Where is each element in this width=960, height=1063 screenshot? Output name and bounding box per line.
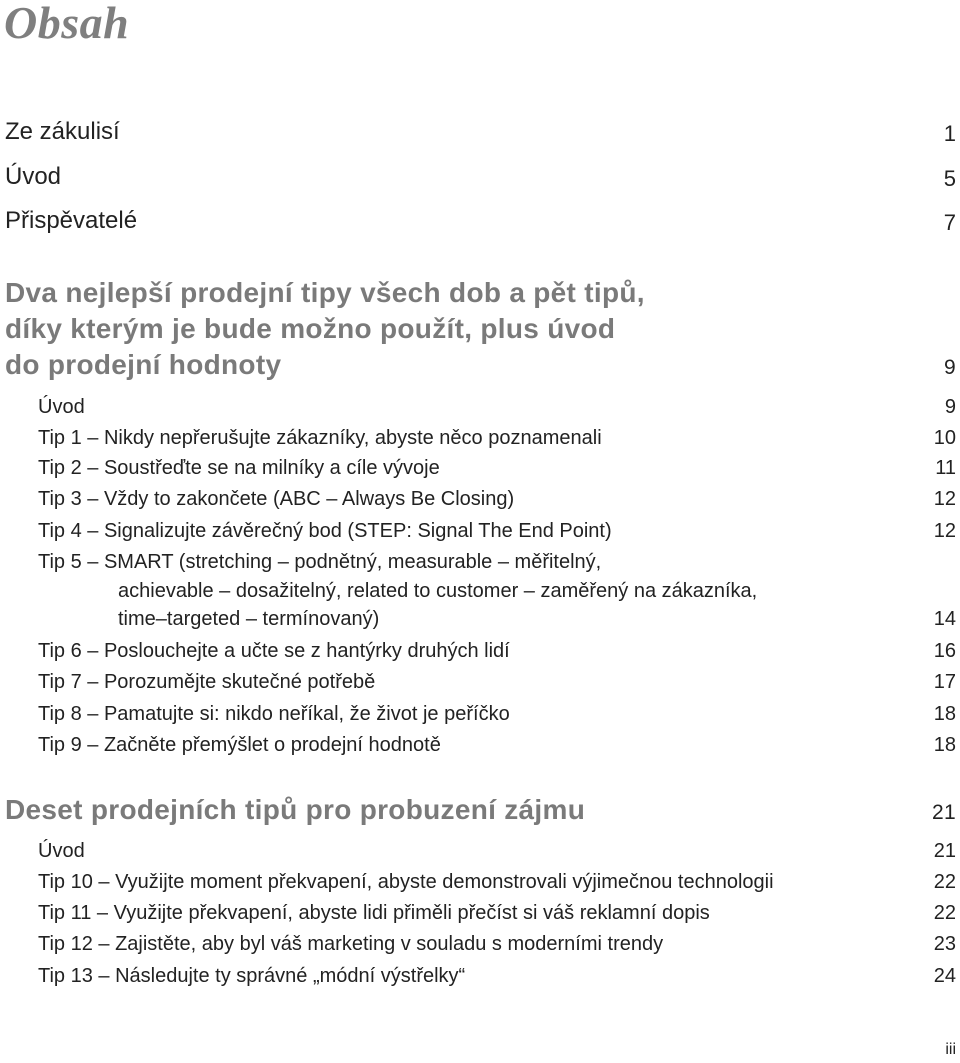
toc-page-number: 14 [933,608,956,630]
toc-entry-title: Tip 9 – Začněte přemýšlet o prodejní hodnotě [38,734,441,756]
toc-entry-title: Úvod [38,840,85,862]
toc-entry-title: Úvod [5,163,62,190]
section-title-line: do prodejní hodnoty [5,349,282,380]
toc-page-number: 16 [933,640,956,662]
toc-entry-title: time–targeted – termínovaný) [118,608,380,630]
toc-entry-title: Tip 12 – Zajistěte, aby byl váš marketing v souladu s moderními trendy [38,933,664,955]
toc-page-number: 9 [944,396,956,418]
section-title-line: Dva nejlepší prodejní tipy všech dob a pět tipů, [5,277,645,308]
toc-entry-title: Tip 6 – Poslouchejte a učte se z hantýrky druhých lidí [38,640,510,662]
toc-page-number: 5 [943,166,956,191]
toc-page-number: 12 [933,488,956,510]
page-folio: iii [945,1041,956,1058]
toc-page-number: 21 [933,840,956,862]
toc-entry-title: Tip 3 – Vždy to zakončete (ABC – Always Be Closing) [38,488,515,510]
toc-page-number: 18 [933,734,956,756]
toc-entry-title: Tip 4 – Signalizujte závěrečný bod (STEP: Signal The End Point) [38,520,612,542]
toc-entry-title: achievable – dosažitelný, related to customer – zaměřený na zákazníka, [118,580,758,602]
toc-page-number: 21 [932,801,956,824]
section-title-line: díky kterým je bude možno použít, plus úvod [5,313,616,344]
toc-page-number: 11 [935,457,956,479]
toc-page-number: 12 [933,520,956,542]
toc-entry-title: Tip 8 – Pamatujte si: nikdo neříkal, že život je peříčko [38,703,510,725]
toc-page-number: 10 [933,427,956,449]
toc-page-number: 22 [933,902,956,924]
toc-page-number: 18 [933,703,956,725]
toc-entry-title: Tip 10 – Využijte moment překvapení, abyste demonstrovali výjimečnou technologii [38,871,774,893]
toc-entry-title: Tip 1 – Nikdy nepřerušujte zákazníky, abyste něco poznamenali [38,427,602,449]
toc-entry-title: Tip 13 – Následujte ty správné „módní výstřelky“ [38,965,466,987]
section-title-line: Deset prodejních tipů pro probuzení zájmu [5,794,586,825]
toc-entry-title: Tip 2 – Soustřeďte se na milníky a cíle vývoje [38,457,440,479]
toc-entry-title: Úvod [38,396,85,418]
toc-entry-title: Ze zákulisí [5,118,120,145]
toc-entry-title: Tip 5 – SMART (stretching – podnětný, measurable – měřitelný, [38,551,602,573]
page-title: Obsah [4,0,130,48]
toc-page-number: 1 [943,121,956,146]
toc-page-number: 17 [933,671,956,693]
toc-page-number: 9 [944,356,956,379]
toc-page-number: 22 [933,871,956,893]
toc-entry-title: Tip 11 – Využijte překvapení, abyste lidi přiměli přečíst si váš reklamní dopis [38,902,710,924]
toc-entry-title: Přispěvatelé [5,207,138,234]
toc-page-number: 24 [933,965,956,987]
toc-entry-title: Tip 7 – Porozumějte skutečné potřebě [38,671,376,693]
toc-page-number: 7 [943,210,956,235]
toc-page-number: 23 [933,933,956,955]
